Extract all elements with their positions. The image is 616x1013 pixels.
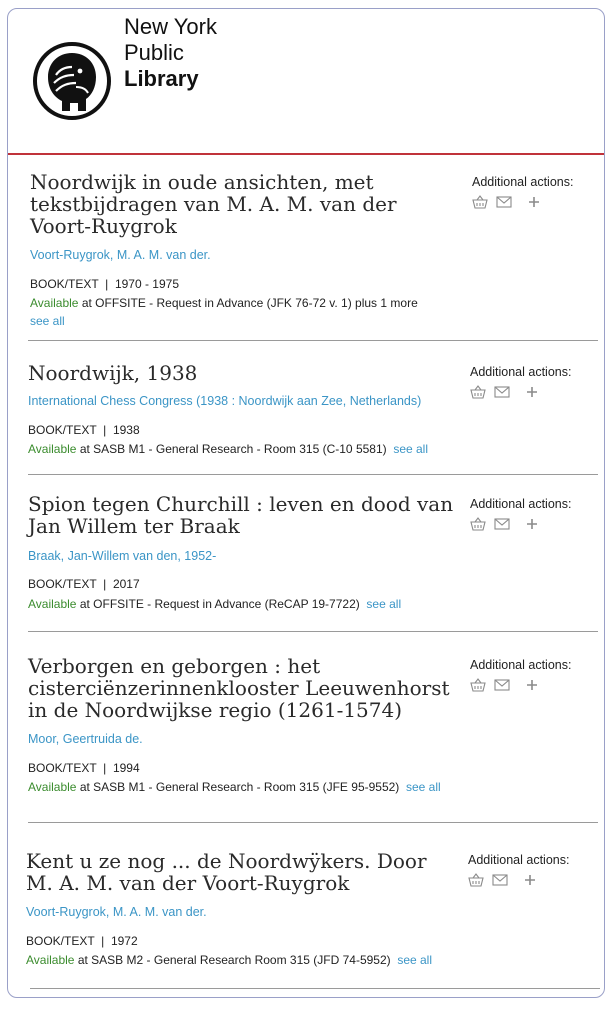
result-title[interactable]: Noordwijk in oude ansichten, met tekstbijdragen van M. A. M. van der Voort-Ruygrok [30, 170, 397, 238]
meta-separator: | [105, 277, 109, 291]
result-availability [28, 780, 441, 794]
result-year: 1970 - 1975 [114, 277, 179, 291]
basket-icon[interactable] [470, 385, 486, 404]
availability-status: Available [28, 442, 77, 456]
see-all-link[interactable]: see all [366, 597, 402, 611]
plus-icon[interactable] [524, 873, 536, 891]
availability-location: at OFFSITE - Request in Advance (JFK 76-72 v. 1) plus 1 more [81, 296, 418, 310]
plus-icon[interactable] [526, 678, 538, 696]
result-availability [28, 597, 401, 611]
header [8, 9, 604, 155]
result-title[interactable]: Kent u ze nog ... de Noordwÿkers. Door M. A. M. van der Voort-Ruygrok [26, 849, 427, 895]
action-icons [472, 195, 552, 211]
result-year: 1938 [112, 423, 140, 437]
availability-location: at OFFSITE - Request in Advance (ReCAP 19-7722) [79, 597, 360, 611]
result-author[interactable]: Voort-Ruygrok, M. A. M. van der. [30, 248, 211, 262]
result-divider [28, 474, 598, 475]
basket-icon[interactable] [468, 873, 484, 892]
result-availability [28, 442, 428, 456]
result-availability [26, 953, 432, 967]
result-year: 1994 [112, 761, 140, 775]
mail-icon[interactable] [494, 385, 510, 403]
availability-location: at SASB M1 - General Research - Room 315 (C-10 5581) [79, 442, 387, 456]
lion-icon[interactable] [32, 41, 112, 121]
plus-icon[interactable] [526, 385, 538, 403]
result-divider [28, 340, 598, 341]
result-format: BOOK/TEXT [30, 277, 99, 291]
meta-separator: | [103, 423, 107, 437]
additional-actions-label: Additional actions: [470, 658, 572, 672]
result-author[interactable]: Moor, Geertruida de. [28, 732, 143, 746]
additional-actions-label: Additional actions: [470, 497, 572, 511]
action-icons [468, 873, 548, 889]
mail-icon[interactable] [496, 195, 512, 213]
availability-status: Available [28, 597, 77, 611]
result-availability [30, 296, 418, 310]
header-divider [8, 153, 604, 155]
result-format-year [28, 761, 140, 775]
brand-wordmark[interactable] [124, 14, 217, 92]
action-icons [470, 385, 550, 401]
additional-actions-label: Additional actions: [468, 853, 570, 867]
result-title[interactable]: Noordwijk, 1938 [28, 361, 198, 385]
see-all-link[interactable]: see all [393, 442, 428, 456]
result-author[interactable]: Braak, Jan-Willem van den, 1952- [28, 549, 217, 563]
basket-icon[interactable] [472, 195, 488, 214]
result-format: BOOK/TEXT [28, 577, 97, 591]
result-author[interactable]: Voort-Ruygrok, M. A. M. van der. [26, 905, 207, 919]
brand-line-1: New York [124, 14, 217, 39]
result-author[interactable]: International Chess Congress (1938 : Noordwijk aan Zee, Netherlands) [28, 394, 422, 408]
availability-status: Available [28, 780, 77, 794]
brand-line-3: Library [124, 66, 199, 91]
availability-location: at SASB M2 - General Research Room 315 (JFD 74-5952) [77, 953, 391, 967]
mail-icon[interactable] [494, 678, 510, 696]
result-format: BOOK/TEXT [26, 934, 95, 948]
basket-icon[interactable] [470, 678, 486, 697]
meta-separator: | [101, 934, 105, 948]
see-all-link[interactable]: see all [30, 314, 65, 328]
availability-location: at SASB M1 - General Research - Room 315 (JFE 95-9552) [79, 780, 400, 794]
additional-actions-label: Additional actions: [470, 365, 572, 379]
result-year: 1972 [110, 934, 138, 948]
result-year: 2017 [112, 577, 140, 591]
result-format-year [28, 423, 140, 437]
plus-icon[interactable] [526, 517, 538, 535]
result-title[interactable]: Verborgen en geborgen : het cisterciënzerinnenklooster Leeuwenhorst in de Noordwijkse regio (1261-1574) [28, 654, 450, 722]
result-format-year [26, 934, 138, 948]
basket-icon[interactable] [470, 517, 486, 536]
result-title[interactable]: Spion tegen Churchill : leven en dood van Jan Willem ter Braak [28, 492, 454, 538]
result-divider [30, 988, 600, 989]
result-format-year [28, 577, 140, 591]
result-format: BOOK/TEXT [28, 761, 97, 775]
brand-line-2: Public [124, 40, 184, 65]
meta-separator: | [103, 761, 107, 775]
result-divider [28, 822, 598, 823]
action-icons [470, 678, 550, 694]
plus-icon[interactable] [528, 195, 540, 213]
availability-status: Available [30, 296, 79, 310]
result-format: BOOK/TEXT [28, 423, 97, 437]
availability-status: Available [26, 953, 75, 967]
additional-actions-label: Additional actions: [472, 175, 574, 189]
see-all-link[interactable]: see all [397, 953, 432, 967]
result-format-year [30, 277, 179, 291]
meta-separator: | [103, 577, 107, 591]
mail-icon[interactable] [492, 873, 508, 891]
result-divider [28, 631, 598, 632]
action-icons [470, 517, 550, 533]
page-frame [7, 8, 605, 998]
mail-icon[interactable] [494, 517, 510, 535]
see-all-link[interactable]: see all [405, 780, 441, 794]
